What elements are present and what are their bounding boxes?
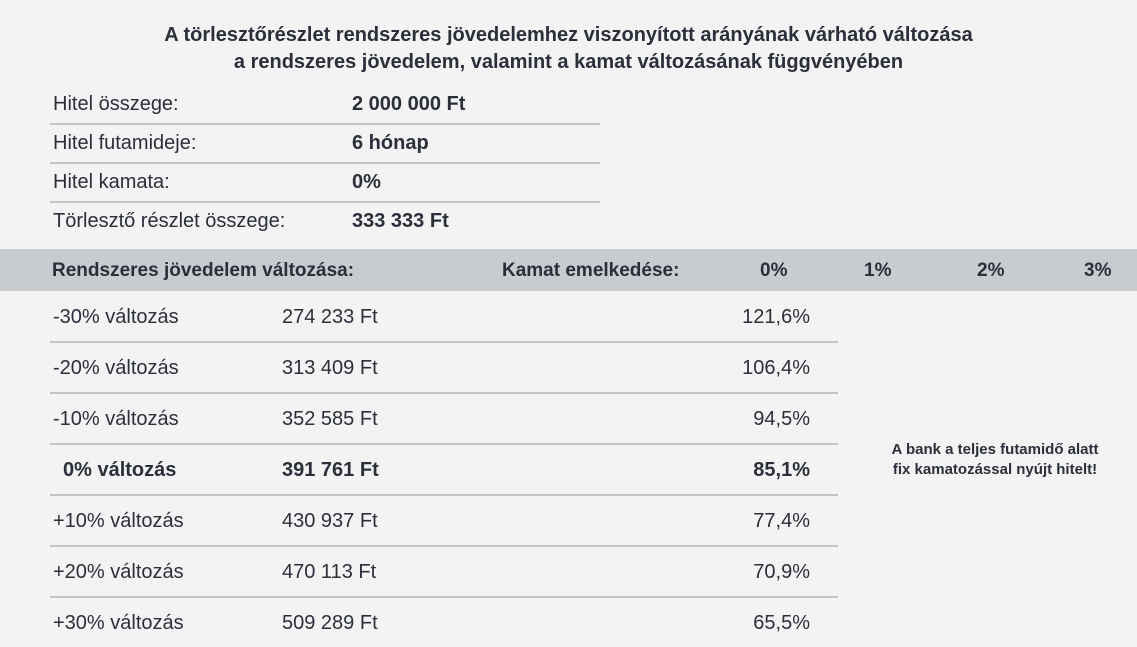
income-amount-cell: 352 585 Ft: [282, 408, 378, 430]
income-change-cell: +10% változás: [53, 510, 184, 532]
ratio-cell: 77,4%: [753, 510, 810, 532]
loan-amount-value: 2 000 000 Ft: [352, 93, 466, 115]
loan-rate-label: Hitel kamata:: [53, 171, 170, 193]
title-line-1: A törlesztőrészlet rendszeres jövedelemhez viszonyított arányának várható változása: [164, 24, 973, 46]
loan-term-label: Hitel futamideje:: [53, 132, 197, 154]
header-income-change: Rendszeres jövedelem változása:: [52, 260, 355, 281]
loan-info-row: [50, 203, 600, 240]
income-amount-cell: 470 113 Ft: [282, 561, 377, 583]
page-title: [0, 22, 1137, 76]
installment-label: Törlesztő részlet összege:: [53, 210, 286, 232]
income-change-cell: -10% változás: [53, 408, 179, 430]
income-change-cell: -30% változás: [53, 306, 179, 328]
ratio-cell: 94,5%: [753, 408, 810, 430]
title-line-2: a rendszeres jövedelem, valamint a kamat változásának függvényében: [233, 51, 904, 73]
ratio-cell: 70,9%: [753, 561, 810, 583]
table-row: [50, 343, 838, 394]
loan-info-row: [50, 164, 600, 203]
header-rate-2: 2%: [977, 260, 1005, 281]
income-amount-cell: 509 289 Ft: [282, 612, 378, 634]
income-amount-cell: 274 233 Ft: [282, 306, 378, 328]
loan-rate-value: 0%: [352, 171, 381, 193]
header-rate-increase: Kamat emelkedése:: [502, 260, 680, 281]
loan-term-value: 6 hónap: [352, 132, 429, 154]
loan-amount-label: Hitel összege:: [53, 93, 179, 115]
fixed-rate-note: [870, 440, 1120, 480]
income-amount-cell: 313 409 Ft: [282, 357, 378, 379]
ratio-cell: 121,6%: [742, 306, 810, 328]
loan-info-table: [50, 86, 600, 240]
header-rate-1: 1%: [864, 260, 892, 281]
table-row: [50, 547, 838, 598]
ratio-table: [50, 292, 838, 647]
income-change-cell: +20% változás: [53, 561, 184, 583]
income-change-cell: -20% változás: [53, 357, 179, 379]
table-row: [50, 496, 838, 547]
table-row: [50, 598, 838, 647]
loan-info-row: [50, 125, 600, 164]
ratio-cell: 85,1%: [753, 459, 810, 481]
table-row: [50, 394, 838, 445]
ratio-cell: 106,4%: [742, 357, 810, 379]
income-amount-cell: 391 761 Ft: [282, 459, 379, 481]
income-change-cell: +30% változás: [53, 612, 184, 634]
table-header: [0, 249, 1137, 291]
table-row: [50, 292, 838, 343]
income-amount-cell: 430 937 Ft: [282, 510, 378, 532]
income-change-cell: 0% változás: [63, 459, 177, 481]
note-line-2: fix kamatozással nyújt hitelt!: [892, 461, 1098, 478]
installment-value: 333 333 Ft: [352, 210, 449, 232]
ratio-cell: 65,5%: [753, 612, 810, 634]
note-line-1: A bank a teljes futamidő alatt: [891, 441, 1099, 458]
loan-info-row: [50, 86, 600, 125]
header-rate-3: 3%: [1084, 260, 1112, 281]
header-rate-0: 0%: [760, 260, 788, 281]
table-row-baseline: [50, 445, 838, 496]
